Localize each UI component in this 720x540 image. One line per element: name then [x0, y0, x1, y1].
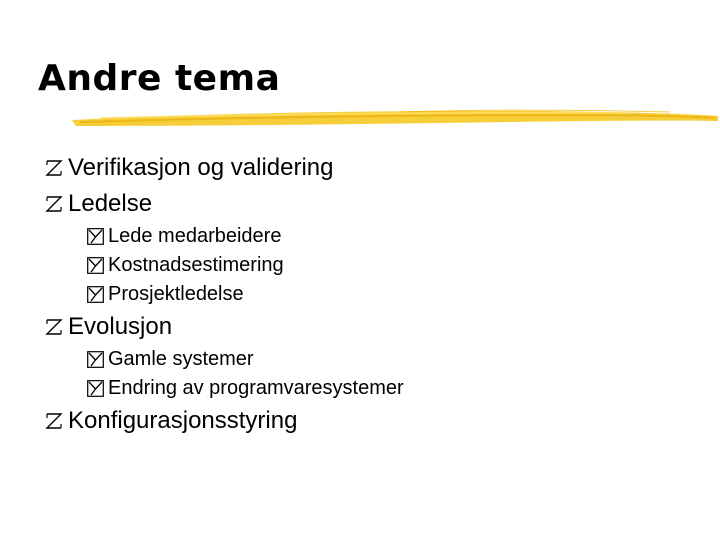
bullet-text: Gamle systemer	[108, 348, 254, 370]
y-box-bullet-icon	[86, 286, 104, 304]
bullet-text: Evolusjon	[68, 313, 173, 340]
title-underline-brushstroke	[70, 104, 720, 130]
z-bullet-icon	[44, 411, 64, 431]
bullet-text: Konfigurasjonsstyring	[68, 407, 298, 434]
y-box-bullet-icon	[86, 380, 104, 398]
sub-bullet-item-lede-medarbeidere	[44, 222, 704, 251]
bullet-list	[44, 150, 704, 439]
sub-bullet-item-prosjektledelse	[44, 280, 704, 309]
z-bullet-icon	[44, 158, 64, 178]
z-bullet-icon	[44, 317, 64, 337]
bullet-text: Lede medarbeidere	[108, 225, 282, 247]
bullet-item-verifikasjon	[44, 150, 704, 186]
sub-bullet-item-kostnadsestimering	[44, 251, 704, 280]
bullet-item-evolusjon	[44, 309, 704, 345]
y-box-bullet-icon	[86, 228, 104, 246]
bullet-text: Ledelse	[68, 190, 153, 217]
z-bullet-icon	[44, 194, 64, 214]
slide-title: Andre tema	[38, 58, 281, 99]
bullet-item-konfigurasjonsstyring	[44, 403, 704, 439]
bullet-text: Endring av programvaresystemer	[108, 377, 404, 399]
bullet-text: Verifikasjon og validering	[68, 154, 334, 181]
sub-bullet-item-endring-av-programvaresystemer	[44, 374, 704, 403]
bullet-item-ledelse	[44, 186, 704, 222]
y-box-bullet-icon	[86, 257, 104, 275]
y-box-bullet-icon	[86, 351, 104, 369]
bullet-text: Prosjektledelse	[108, 283, 244, 305]
bullet-text: Kostnadsestimering	[108, 254, 284, 276]
sub-bullet-item-gamle-systemer	[44, 345, 704, 374]
